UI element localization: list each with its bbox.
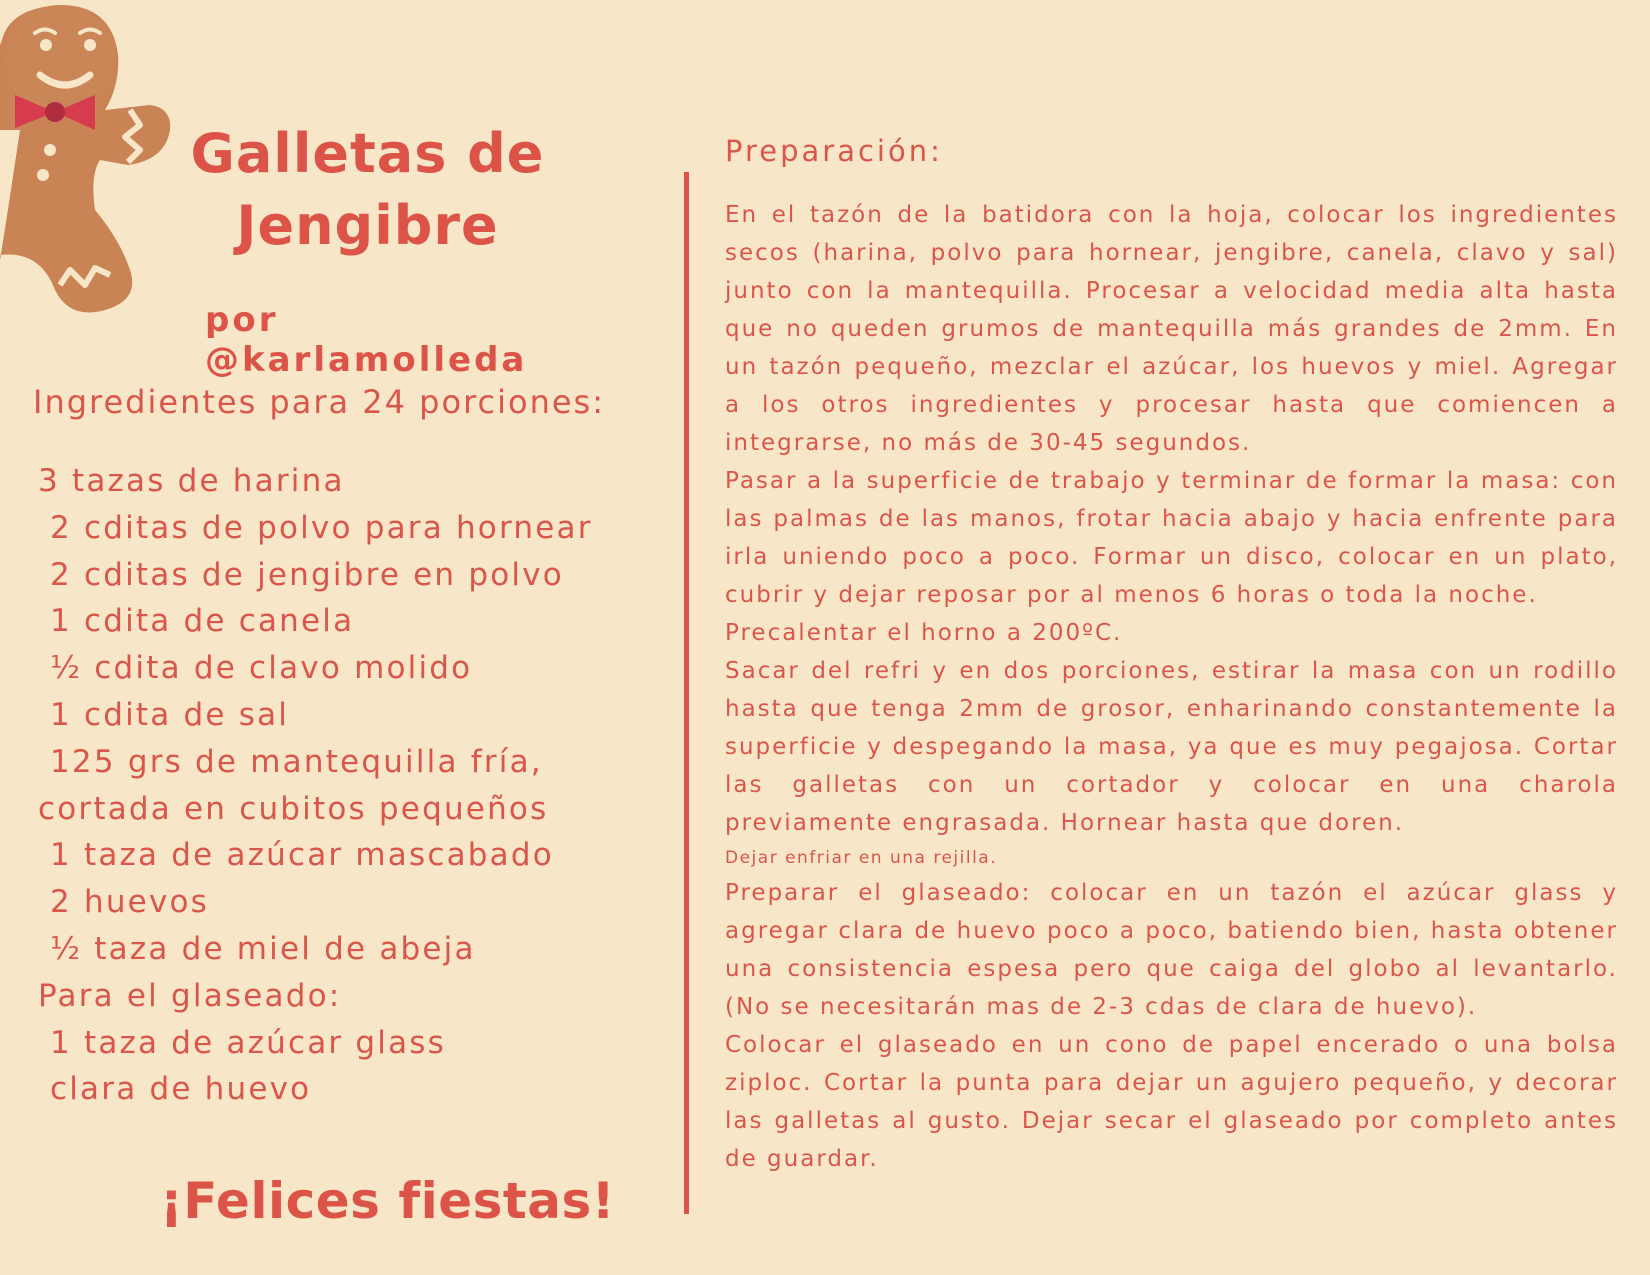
ingredient-item: 3 tazas de harina: [38, 463, 345, 499]
ingredient-item: 2 cditas de jengibre en polvo: [50, 556, 564, 593]
preparation-step: Pasar a la superficie de trabajo y terminar de formar la masa: con las palmas de las manos, frotar hacia abajo y hacia enfrente para irla uniendo poco a poco. Formar un disco, colocar en un plato, cubrir y dejar reposar por al menos 6 horas o toda la noche.: [725, 468, 1618, 608]
gingerbread-man-icon: [0, 0, 175, 330]
ingredients-heading: Ingredientes para 24 porciones:: [33, 383, 605, 421]
preparation-steps: [725, 196, 1618, 1178]
preparation-step: Colocar el glaseado en un cono de papel encerado o una bolsa ziploc. Cortar la punta para dejar un agujero pequeño, y decorar las galletas al gusto. Dejar secar el glaseado por completo antes de guardar.: [725, 1032, 1618, 1172]
preparation-heading: Preparación:: [725, 134, 943, 168]
preparation-step: Precalentar el horno a 200ºC.: [725, 620, 1123, 646]
ingredient-item: 1 cdita de sal: [50, 696, 290, 733]
author-credit: por @karlamolleda: [205, 300, 528, 380]
glaze-subheading: Para el glaseado:: [38, 977, 342, 1014]
ingredient-item: 1 taza de azúcar mascabado: [50, 837, 554, 874]
preparation-step: Dejar enfriar en una rejilla.: [725, 848, 998, 868]
ingredient-item: 2 huevos: [50, 884, 210, 921]
ingredient-item: ½ cdita de clavo molido: [50, 650, 473, 687]
ingredient-item: 125 grs de mantequilla fría,: [50, 743, 543, 780]
ingredient-item: clara de huevo: [50, 1071, 312, 1108]
ingredient-item: ½ taza de miel de abeja: [50, 930, 476, 967]
preparation-step: En el tazón de la batidora con la hoja, colocar los ingredientes secos (harina, polvo para hornear, jengibre, canela, clavo y sal) junto con la mantequilla. Procesar a velocidad media alta hasta que no queden grumos de mantequilla más grandes de 2mm. En un tazón pequeño, mezclar el azúcar, los huevos y miel. Agregar a los otros ingredientes y procesar hasta que comiencen a integrarse, no más de 30-45 segundos.: [725, 202, 1618, 456]
column-divider: [684, 172, 689, 1214]
ingredients-list: [38, 458, 658, 1113]
ingredient-item: 1 taza de azúcar glass: [50, 1024, 446, 1061]
recipe-title: Galletas de Jengibre: [190, 122, 545, 257]
holiday-greeting: ¡Felices fiestas!: [160, 1172, 616, 1230]
ingredient-item: 1 cdita de canela: [50, 603, 355, 640]
ingredient-item: 2 cditas de polvo para hornear: [50, 509, 593, 546]
preparation-step: Preparar el glaseado: colocar en un tazón el azúcar glass y agregar clara de huevo poco a poco, batiendo bien, hasta obtener una consistencia espesa pero que caiga del globo al levantarlo. (No se necesitarán mas de 2-3 cdas de clara de huevo).: [725, 880, 1618, 1020]
preparation-step: Sacar del refri y en dos porciones, estirar la masa con un rodillo hasta que tenga 2mm de grosor, enharinando constantemente la superficie y despegando la masa, ya que es muy pegajosa. Cortar las galletas con un cortador y colocar en una charola previamente engrasada. Hornear hasta que doren.: [725, 658, 1618, 836]
ingredient-item: cortada en cubitos pequeños: [38, 790, 549, 827]
